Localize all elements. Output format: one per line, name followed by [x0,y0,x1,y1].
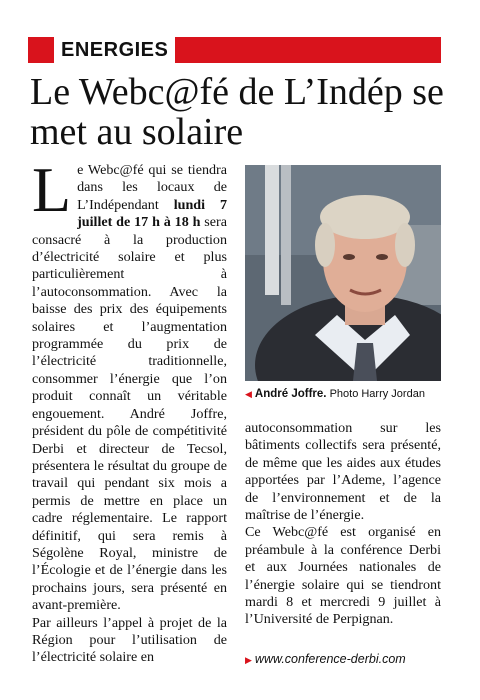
lead-text-a: e Webc@fé qui se tiendra dans les locaux de L’Indépendant [77,162,227,213]
lead-paragraph [32,154,227,615]
paragraph-2-end: autoconsommation sur les bâtiments collectifs sera présenté, de même que les aides aux études apportées par l’Ademe, l’agence de l’environnement et de la maîtrise de l’énergie. [245,420,441,524]
paragraph-2-start: Par ailleurs l’appel à projet de la Région pour l’utilisation de l’électricité solaire en [32,614,227,666]
rubric-red-bar [175,37,441,63]
rubric-red-mark [28,37,54,63]
drop-cap: L [32,154,72,225]
lead-text-b: sera consacré à la production d’électricité solaire et plus particulièrement à l’autoconsommation. Avec la baisse des prix des équipements solaires et l’augmentation programmée du prix de l’électricité traditionnelle, consommer l’énergie que l’on produit connaît un véritable engouement. André Joffre, président du pôle de compétitivité Derbi et directeur de Tecsol, présentera le résultat du groupe de travail qui pendant six mois a permis de mettre en place un cadre réglementaire. Le rapport définitif, qui sera remis à Ségolène Royal, ministre de l’Écologie et de l’énergie dans les prochains jours, sera présenté en avant-première. [32,214,227,614]
caption-name: André Joffre. [254,388,327,400]
paragraph-3: Ce Webc@fé est organisé en préambule à la conférence Derbi et aux Journées nationales de l’énergie solaire qui se tiendront mardi 8 et mercredi 9 juillet à l’Université de Perpignan. [245,524,441,628]
photo-caption [245,387,450,401]
article-headline: Le Webc@fé de L’Indép se met au solaire [30,71,444,153]
caption-credit: Photo Harry Jordan [329,388,425,400]
website-url[interactable]: www.conference-derbi.com [254,652,406,666]
caption-triangle-icon: ◀ [245,389,252,399]
portrait-photo [245,165,441,381]
article-column-left [32,154,227,672]
rubric-label: ENERGIES [54,37,175,63]
link-triangle-icon: ▶ [245,655,252,665]
website-link[interactable] [245,652,445,666]
lead-date-bold: lundi 7 juillet de 17 h à 18 h [77,196,227,231]
portrait-illustration [245,165,441,381]
article-column-right [245,420,441,678]
section-rubric [28,37,441,63]
